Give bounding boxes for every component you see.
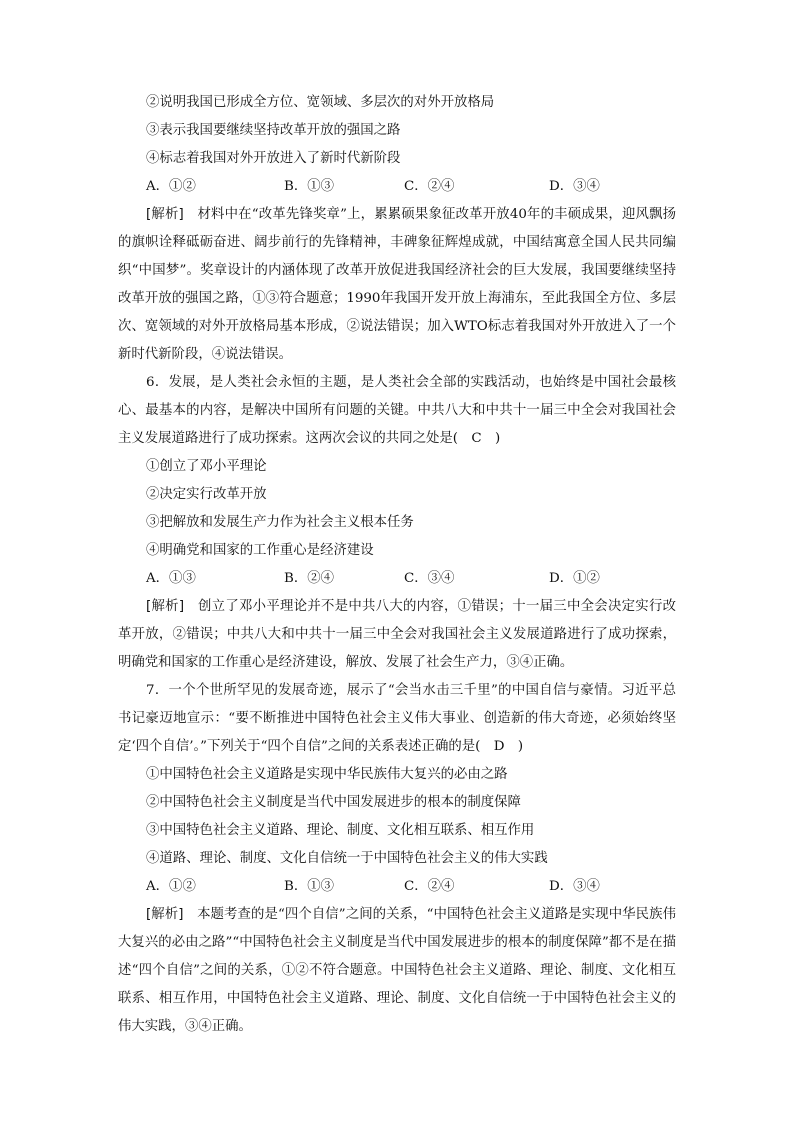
analysis-tag: [解析]: [146, 207, 184, 222]
q7-choice-a: A．①②: [146, 879, 196, 894]
q5-choices: [146, 173, 676, 201]
q6-analysis-text: 创立了邓小平理论并不是中共八大的内容，①错误；十一届三中全会决定实行改革开放，②错误；中共八大和中共十一届三中全会对我国社会主义发展道路进行了成功探索，明确党和国家的工作重心是经济建设，解放、发展了社会生产力，③④正确。: [118, 599, 677, 670]
q5-analysis-text: 材料中在“改革先锋奖章”上，累累硕果象征改革开放40年的丰硕成果，迎风飘扬的旗帜诠释砥砺奋进、阔步前行的先锋精神，丰碑象征辉煌成就，中国结寓意全国人民共同编织“中国梦”。奖章设计的内涵体现了改革开放促进我国经济社会的巨大发展，我国要继续坚持改革开放的强国之路，①③符合题意；1990年我国开发开放上海浦东，至此我国全方位、多层次、宽领域的对外开放格局基本形成，②说法错误；加入WTO标志着我国对外开放进入了一个新时代新阶段，④说法错误。: [118, 207, 677, 362]
q7-statement-2: ②中国特色社会主义制度是当代中国发展进步的根本的制度保障: [146, 795, 521, 810]
q6-analysis: [118, 593, 676, 677]
q6-statement-4: ④明确党和国家的工作重心是经济建设: [146, 543, 374, 558]
q7-choice-b: B．①③: [284, 879, 335, 894]
q7-choices: [146, 873, 676, 901]
q7-statement-3: ③中国特色社会主义道路、理论、制度、文化相互联系、相互作用: [146, 823, 535, 838]
q5-analysis: [118, 201, 676, 369]
q7-choice-c: C．②④: [404, 879, 455, 894]
q5-statement-2: ②说明我国已形成全方位、宽领域、多层次的对外开放格局: [146, 95, 495, 110]
q7-analysis-text: 本题考查的是“四个自信”之间的关系，“中国特色社会主义道路是实现中华民族伟大复兴的必由之路”“中国特色社会主义制度是当代中国发展进步的根本的制度保障”都不是在描述“四个自信”之间的关系，①②不符合题意。中国特色社会主义道路、理论、制度、文化相互联系、相互作用，中国特色社会主义道路、理论、制度、文化自信统一于中国特色社会主义的伟大实践，③④正确。: [118, 907, 677, 1034]
q6-stem: 6．发展，是人类社会永恒的主题，是人类社会全部的实践活动，也始终是中国社会最核心、最基本的内容，是解决中国所有问题的关键。中共八大和中共十一届三中全会对我国社会主义发展道路进行了成功探索。这两次会议的共同之处是( C ): [118, 375, 676, 446]
q7-choice-d: D．③④: [549, 879, 600, 894]
q6-choice-b: B．②④: [284, 571, 335, 586]
q5-statement-3: ③表示我国要继续坚持改革开放的强国之路: [146, 123, 401, 138]
q5-statement-4: ④标志着我国对外开放进入了新时代新阶段: [146, 151, 401, 166]
q5-choice-d: D．③④: [549, 179, 600, 194]
q7-stem: 7．一个个世所罕见的发展奇迹，展示了“会当水击三千里”的中国自信与豪情。习近平总书记豪迈地宣示：“要不断推进中国特色社会主义伟大事业、创造新的伟大奇迹，必须始终坚定‘四个自信’。”下列关于“四个自信”之间的关系表述正确的是( D ): [118, 683, 676, 754]
q6-choice-c: C．③④: [404, 571, 455, 586]
q6-choice-a: A．①③: [146, 571, 196, 586]
page-content: [118, 89, 676, 1041]
q6-statement-3: ③把解放和发展生产力作为社会主义根本任务: [146, 515, 414, 530]
analysis-tag: [解析]: [146, 599, 185, 614]
q7-analysis: [118, 901, 676, 1041]
q5-choice-a: A．①②: [146, 179, 196, 194]
analysis-tag: [解析]: [146, 907, 184, 922]
q6-statement-2: ②决定实行改革开放: [146, 487, 267, 502]
q5-choice-b: B．①③: [284, 179, 335, 194]
q7-statement-4: ④道路、理论、制度、文化自信统一于中国特色社会主义的伟大实践: [146, 851, 548, 866]
q7-statement-1: ①中国特色社会主义道路是实现中华民族伟大复兴的必由之路: [146, 767, 508, 782]
q5-choice-c: C．②④: [404, 179, 455, 194]
q6-choices: [146, 565, 676, 593]
q6-choice-d: D．①②: [549, 571, 600, 586]
q6-statement-1: ①创立了邓小平理论: [146, 459, 267, 474]
